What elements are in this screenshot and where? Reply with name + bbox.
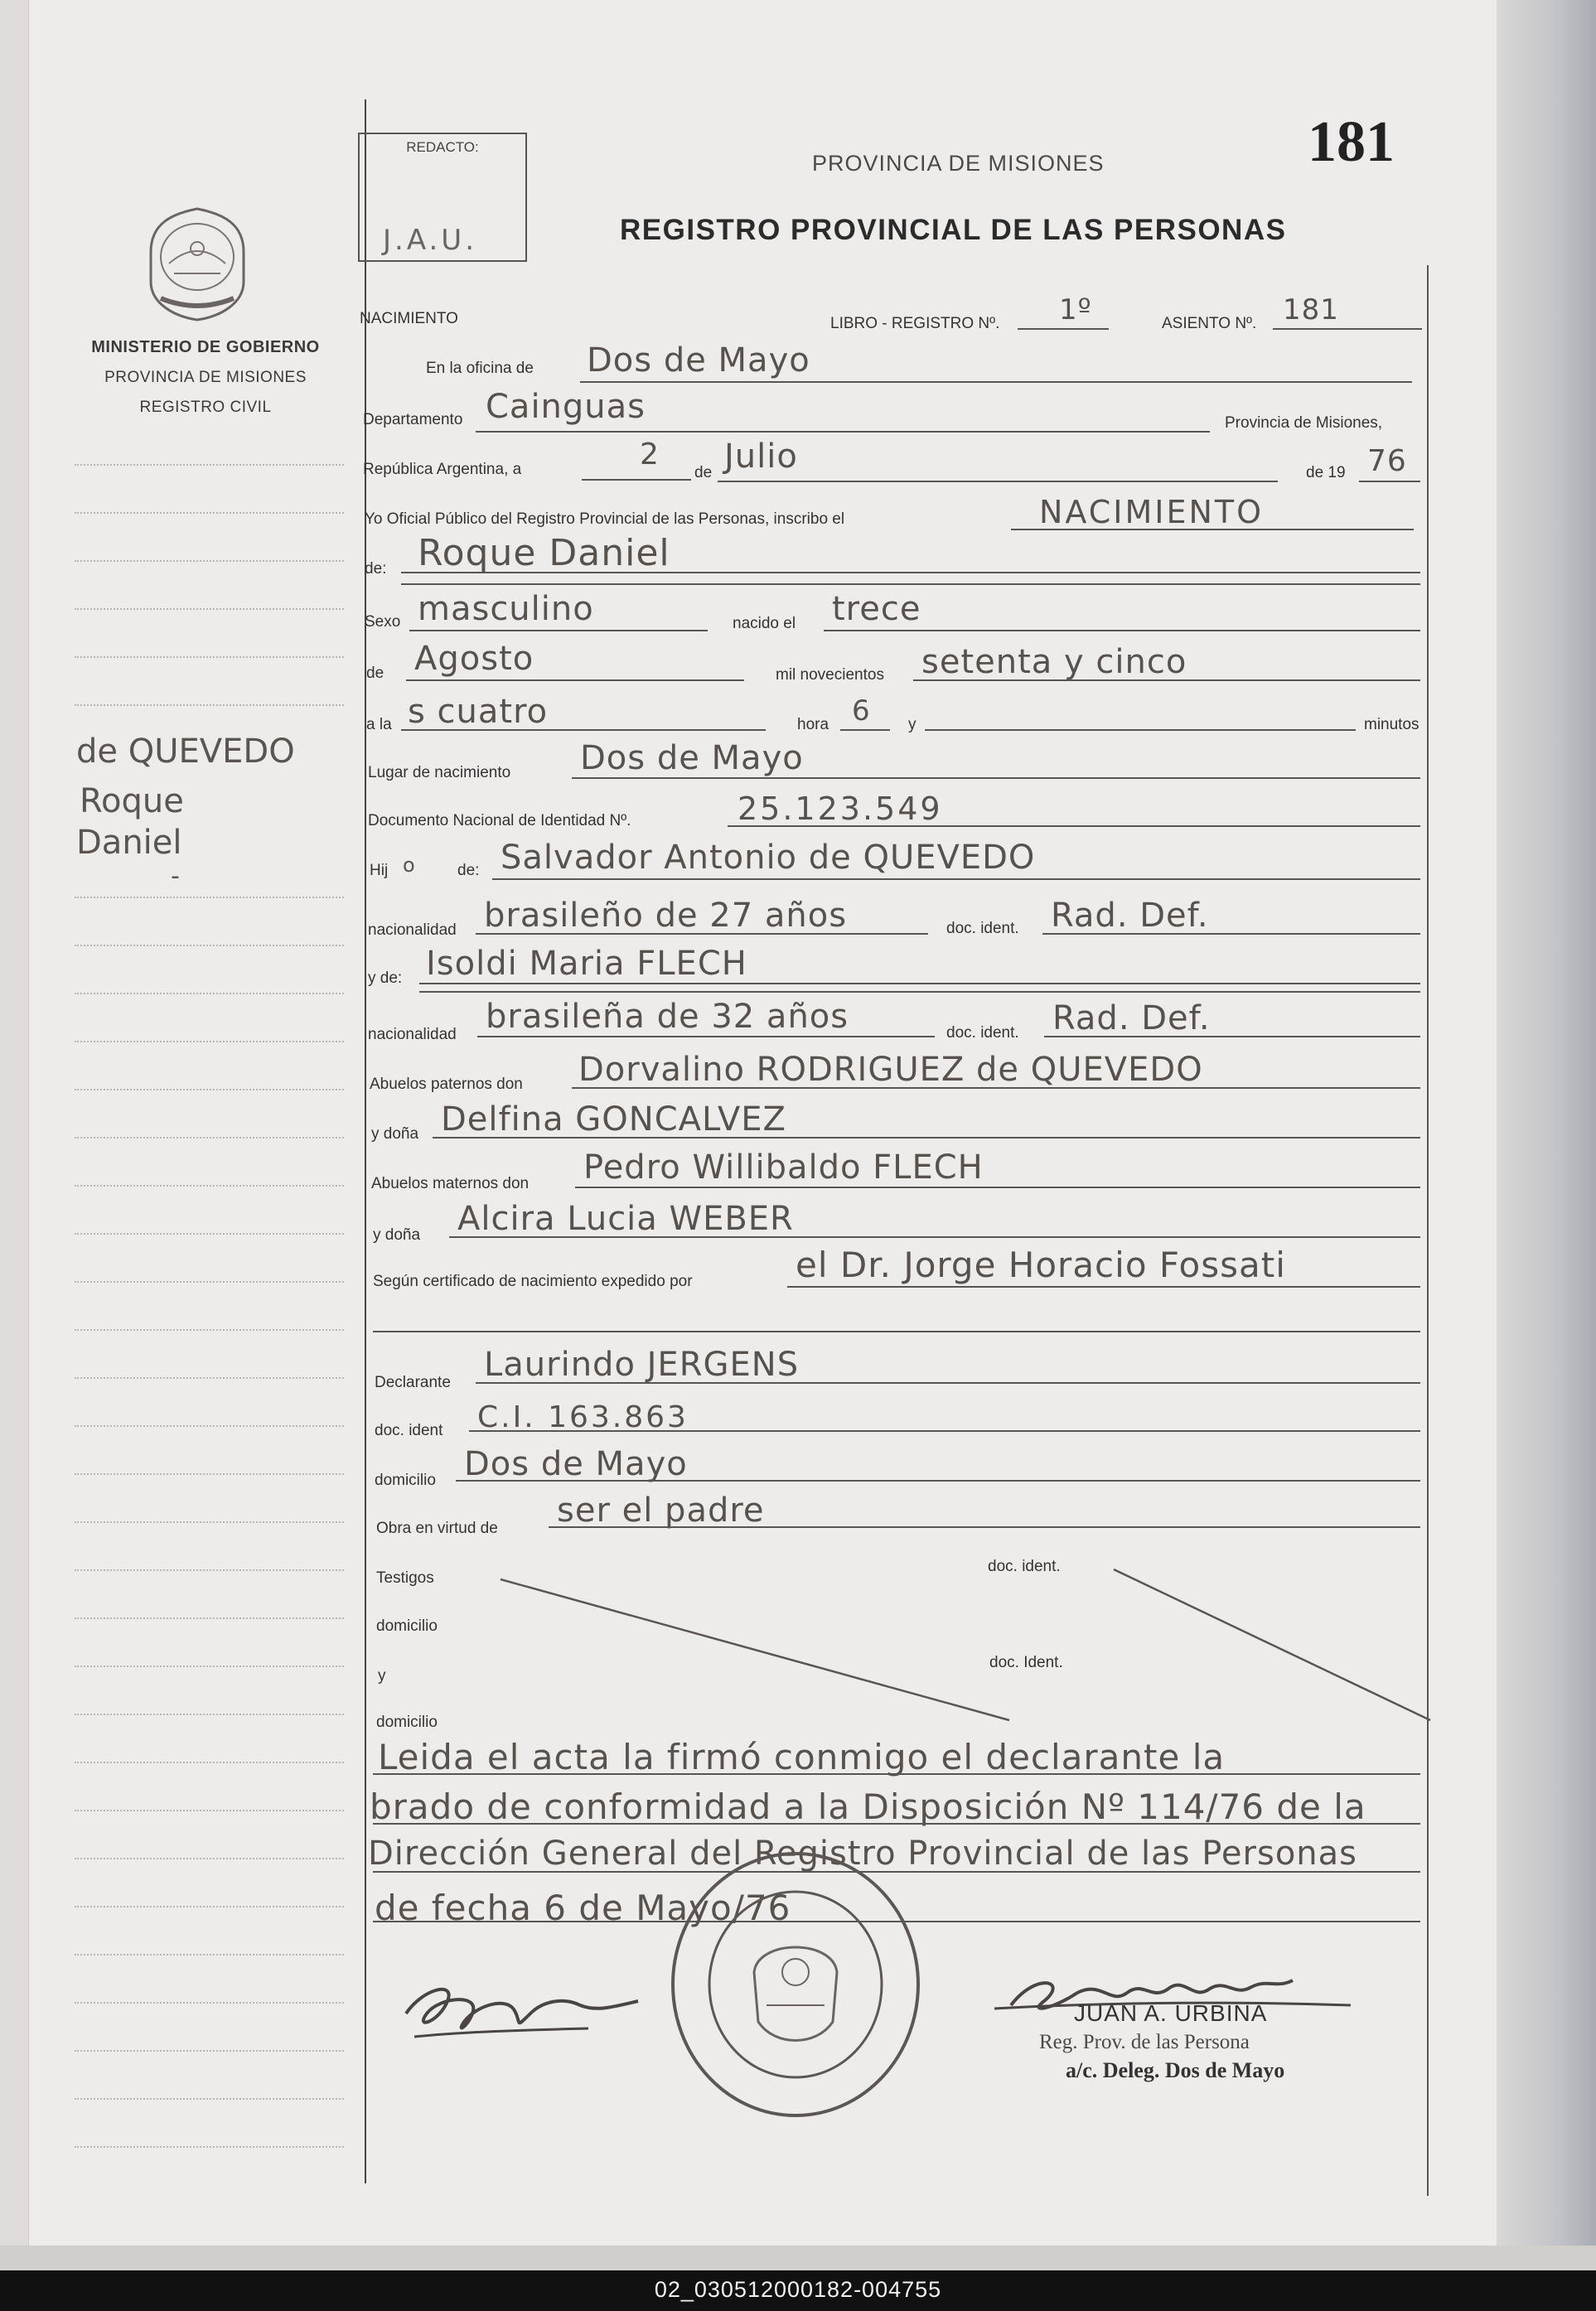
margin-rule-line — [75, 560, 344, 562]
underline-hora — [840, 729, 890, 731]
margin-rule-line — [75, 1137, 344, 1139]
label-testigos: Testigos — [376, 1569, 434, 1587]
label-a-la: a la — [366, 716, 392, 733]
value-acto: NACIMIENTO — [1039, 494, 1265, 530]
margin-rule-line — [75, 1906, 344, 1907]
form-right-rule — [1427, 265, 1429, 2196]
label-mil: mil novecientos — [776, 666, 884, 684]
value-nombre: Roque Daniel — [418, 532, 670, 574]
value-decl-doc: C.I. 163.863 — [477, 1400, 689, 1434]
margin-rule-line — [75, 2050, 344, 2052]
value-mes: Julio — [724, 438, 798, 476]
value-abuela-materna: Alcira Lucia WEBER — [457, 1200, 794, 1238]
margin-rule-line — [75, 656, 344, 658]
label-doc-padre: doc. ident. — [946, 920, 1019, 937]
value-domicilio: Dos de Mayo — [464, 1445, 688, 1483]
underline-libro — [1018, 328, 1109, 330]
label-domicilio: domicilio — [375, 1472, 436, 1489]
margin-rule-line — [75, 1858, 344, 1859]
value-sexo: masculino — [418, 590, 594, 628]
label-dona-materna: y doña — [373, 1226, 421, 1244]
margin-rule-line — [75, 2098, 344, 2100]
closing-line-1: Leida el acta la firmó conmigo el declarante la — [378, 1737, 1226, 1777]
margin-rule-line — [75, 1666, 344, 1667]
value-padre: Salvador Antonio de QUEVEDO — [501, 839, 1036, 877]
underline-doc-madre — [1044, 1036, 1420, 1037]
closing-line-3: Dirección General del Registro Provincial de las Personas — [368, 1835, 1357, 1873]
ministry-name: MINISTERIO DE GOBIERNO — [91, 338, 320, 356]
underline-a-la — [401, 729, 766, 731]
label-y: y — [908, 716, 916, 733]
underline-mes-nac — [406, 679, 744, 681]
label-de-nombre: de: — [365, 560, 387, 578]
label-hij: Hij — [370, 862, 389, 879]
book-edge — [1497, 0, 1596, 2270]
underline-departamento — [476, 431, 1210, 433]
closing-line-4: de fecha 6 de Mayo/76 — [375, 1888, 791, 1928]
underline-decl-doc — [469, 1430, 1420, 1432]
margin-rule-line — [75, 2002, 344, 2004]
margin-rule-line — [75, 1329, 344, 1331]
margin-rule-line — [75, 1810, 344, 1811]
underline-lugar — [572, 777, 1420, 779]
margin-rule-line — [75, 1473, 344, 1475]
margin-rule-line — [75, 1569, 344, 1571]
underline-minutos — [925, 729, 1356, 731]
register-number: 181 — [1308, 110, 1395, 174]
value-certificado: el Dr. Jorge Horacio Fossati — [796, 1245, 1286, 1285]
declarant-signature — [389, 1964, 655, 2055]
value-libro: 1º — [1059, 293, 1092, 326]
value-doc-padre: Rad. Def. — [1051, 897, 1209, 935]
value-abuelo-materno: Pedro Willibaldo FLECH — [583, 1148, 984, 1187]
margin-rule-line — [75, 1521, 344, 1523]
label-nacionalidad-padre: nacionalidad — [368, 921, 457, 939]
page-bottom-edge — [0, 2246, 1596, 2270]
margin-note-dash: - — [171, 862, 180, 891]
label-de-mes-nac: de — [366, 665, 384, 682]
label-testigo-doc-2: doc. Ident. — [989, 1654, 1063, 1671]
underline-certificado-2 — [373, 1331, 1420, 1332]
page-binding — [0, 0, 29, 2270]
underline-sexo — [409, 630, 708, 631]
underline-madre-double — [419, 991, 1420, 993]
value-a-la: s cuatro — [408, 693, 549, 731]
margin-rule-line — [75, 608, 344, 610]
label-declarante: Declarante — [375, 1374, 451, 1391]
margin-rule-line — [75, 464, 344, 466]
value-oficina: Dos de Mayo — [587, 341, 810, 380]
margin-note-surname: de QUEVEDO — [76, 732, 295, 771]
label-provincia: Provincia de Misiones, — [1225, 414, 1383, 432]
underline-acto — [1011, 529, 1414, 530]
margin-rule-line — [75, 993, 344, 994]
underline-anio-nac — [913, 679, 1420, 681]
value-doc-madre: Rad. Def. — [1052, 999, 1211, 1037]
label-nacionalidad-madre: nacionalidad — [368, 1026, 457, 1043]
redacto-initials: J.A.U. — [383, 224, 477, 257]
underline-abuelo-materno — [575, 1187, 1420, 1188]
label-nacimiento: NACIMIENTO — [360, 310, 458, 327]
margin-rule-line — [75, 1954, 344, 1956]
margin-note-name1: Roque — [80, 782, 184, 820]
underline-asiento — [1273, 328, 1422, 330]
margin-rule-line — [75, 1281, 344, 1283]
label-segun: Según certificado de nacimiento expedido por — [373, 1273, 693, 1290]
label-dni: Documento Nacional de Identidad Nº. — [368, 812, 631, 829]
margin-rule-line — [75, 1714, 344, 1715]
underline-certificado — [787, 1286, 1420, 1288]
margin-rule-line — [75, 1041, 344, 1042]
label-republica: República Argentina, a — [363, 461, 522, 478]
label-nacido: nacido el — [733, 615, 796, 632]
margin-rule-line — [75, 1185, 344, 1187]
ministry-header — [73, 338, 338, 417]
label-decl-doc: doc. ident — [375, 1422, 443, 1439]
underline-closing-2 — [373, 1823, 1420, 1825]
value-madre: Isoldi Maria FLECH — [426, 945, 747, 983]
value-nac-padre: brasileño de 27 años — [484, 897, 848, 935]
underline-madre — [419, 983, 1420, 984]
underline-nombre — [401, 572, 1420, 573]
label-libro: LIBRO - REGISTRO Nº. — [830, 315, 1000, 332]
underline-abuela-materna — [449, 1236, 1420, 1238]
margin-rule-line — [75, 2146, 344, 2148]
label-abuelos-paternos: Abuelos paternos don — [370, 1076, 523, 1093]
value-mes-nac: Agosto — [414, 640, 534, 678]
label-anio: de 19 — [1306, 464, 1346, 481]
underline-abuelo-paterno — [572, 1087, 1420, 1089]
label-doc-madre: doc. ident. — [946, 1024, 1019, 1042]
label-y-de: y de: — [368, 969, 403, 987]
underline-abuela-paterna — [433, 1137, 1420, 1139]
value-hora: 6 — [852, 694, 871, 728]
underline-mes — [718, 481, 1278, 482]
value-obra: ser el padre — [557, 1492, 765, 1530]
redacto-label: REDACTO: — [406, 139, 479, 155]
value-dia: 2 — [640, 438, 660, 471]
label-sexo: Sexo — [365, 613, 401, 631]
margin-note-name2: Daniel — [76, 824, 182, 862]
label-dona-paterna: y doña — [371, 1125, 419, 1143]
label-lugar: Lugar de nacimiento — [368, 764, 511, 781]
underline-dni — [728, 825, 1420, 827]
margin-rule-line — [75, 704, 344, 706]
page-title: REGISTRO PROVINCIAL DE LAS PERSONAS — [620, 214, 1287, 246]
underline-nac-padre — [476, 933, 928, 935]
label-de-mes: de — [694, 464, 713, 481]
value-dni: 25.123.549 — [738, 790, 943, 827]
underline-domicilio — [456, 1480, 1420, 1482]
registrar-office: Reg. Prov. de las Persona — [1039, 2031, 1250, 2053]
official-stamp-seal — [667, 1848, 924, 2121]
margin-rule-line — [75, 1617, 344, 1619]
underline-doc-padre — [1042, 933, 1420, 935]
redacto-box — [358, 133, 527, 262]
label-testigo-dom-1: domicilio — [376, 1617, 438, 1635]
underline-declarante — [476, 1382, 1420, 1384]
value-anio: 76 — [1367, 444, 1407, 478]
witness-strike-left — [497, 1574, 1011, 1724]
ministry-registry: REGISTRO CIVIL — [139, 399, 272, 416]
underline-dia — [582, 479, 691, 481]
province-header: PROVINCIA DE MISIONES — [812, 151, 1105, 176]
value-asiento: 181 — [1283, 293, 1339, 326]
margin-rule-line — [75, 1089, 344, 1090]
value-nac-madre: brasileña de 32 años — [486, 998, 849, 1036]
underline-nac-madre — [477, 1036, 935, 1037]
label-asiento: ASIENTO Nº. — [1162, 315, 1257, 332]
underline-anio — [1359, 481, 1420, 482]
label-oficina: En la oficina de — [426, 360, 534, 377]
value-nacido: trece — [832, 590, 921, 628]
margin-rule-line — [75, 1233, 344, 1235]
value-abuela-paterna: Delfina GONCALVEZ — [441, 1100, 786, 1139]
coat-of-arms-icon — [144, 205, 250, 323]
label-departamento: Departamento — [363, 411, 463, 428]
ministry-province: PROVINCIA DE MISIONES — [104, 369, 307, 386]
label-hij-de: de: — [457, 862, 480, 879]
margin-rule-line — [75, 1762, 344, 1763]
value-lugar: Dos de Mayo — [580, 739, 804, 777]
margin-rule-line — [75, 897, 344, 898]
document-id: 02_030512000182-004755 — [654, 2277, 942, 2302]
label-testigo-dom-2: domicilio — [376, 1714, 438, 1731]
label-obra: Obra en virtud de — [376, 1520, 498, 1537]
registrar-name: JUAN A. URBINA — [1074, 2000, 1268, 2026]
label-hora: hora — [797, 716, 829, 733]
margin-rule-line — [75, 1377, 344, 1379]
underline-padre — [492, 878, 1420, 880]
value-abuelo-paterno: Dorvalino RODRIGUEZ de QUEVEDO — [578, 1051, 1203, 1089]
label-minutos: minutos — [1364, 716, 1419, 733]
value-declarante: Laurindo JERGENS — [484, 1346, 800, 1384]
underline-closing-1 — [373, 1773, 1420, 1775]
margin-rule-line — [75, 945, 344, 946]
value-hij: o — [403, 853, 416, 877]
registrar-delegation: a/c. Deleg. Dos de Mayo — [1066, 2058, 1285, 2082]
label-testigo-y: y — [378, 1667, 386, 1685]
label-oficial: Yo Oficial Público del Registro Provincial de las Personas, inscribo el — [365, 510, 845, 528]
label-testigo-doc-1: doc. ident. — [988, 1558, 1061, 1575]
value-anio-nac: setenta y cinco — [921, 643, 1187, 681]
margin-rule-line — [75, 512, 344, 514]
underline-nacido — [824, 630, 1420, 631]
margin-rule-line — [75, 1425, 344, 1427]
value-departamento: Cainguas — [486, 388, 646, 426]
underline-nombre-double — [401, 583, 1420, 585]
closing-line-2: brado de conformidad a la Disposición Nº 114/76 de la — [370, 1786, 1366, 1827]
underline-oficina — [580, 381, 1412, 383]
witness-strike-right — [1110, 1566, 1434, 1724]
underline-obra — [549, 1526, 1420, 1528]
label-abuelos-maternos: Abuelos maternos don — [371, 1175, 530, 1192]
